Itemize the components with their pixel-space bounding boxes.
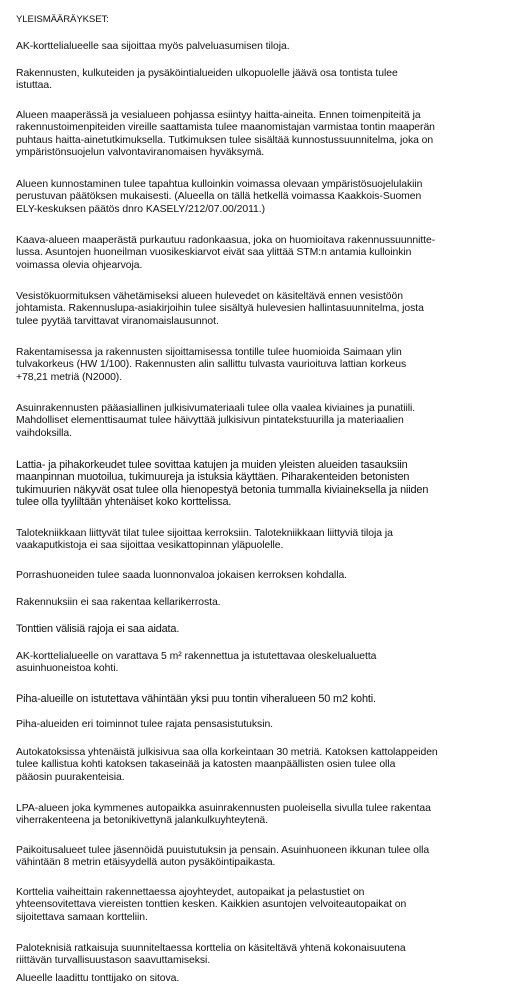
paragraph-line: ympäristönsuojelun valvontaviranomaisen hyväksymä. [16,147,265,159]
paragraph [16,973,511,985]
paragraph-line: Mahdolliset elementtisaumat tulee häivyttää julkisivun pintatekstuurilla ja materiaalien [16,415,404,427]
paragraph [16,291,511,328]
paragraph-line: Alueen kunnostaminen tulee tapahtua kulloinkin voimassa olevaan ympäristösuojelulakiin [16,179,423,190]
paragraph-line: Rakentamisessa ja rakennusten sijoittamisessa tontille tulee huomioida Saimaan ylin [16,347,402,358]
paragraph-line: LPA-alueen joka kymmenes autopaikka asuinrakennusten puoleisella sivulla tulee rakentaa [16,803,431,814]
paragraph-line: tulee kallistua kohti katoksen takaseinää ja katosten maanpäällisten osien tulee olla [16,759,396,771]
document-heading: YLEISMÄÄRÄYKSET: [16,14,109,25]
paragraph-line: lussa. Asuntojen huoneilman vuosikeskiarvot eivät saa ylittää STM:n antamia kulloinkin [16,247,412,259]
paragraph-line: Piha-alueiden eri toiminnot tulee rajata pensasistutuksin. [16,719,274,730]
paragraph-line: Alueelle laadittu tonttijako on sitova. [16,973,180,984]
paragraph [16,235,511,272]
paragraph-line: sijoitettava samaan kortteliin. [16,911,148,923]
paragraph [16,110,511,160]
paragraph-line: Paikoitusalueet tulee jäsennöidä puuistutuksin ja pensain. Asuinhuoneen ikkunan tulee olla [16,845,430,856]
paragraph [16,347,511,384]
paragraph-line: Autokatoksissa yhtenäistä julkisivua saa olla korkeintaan 30 metriä. Katoksen kattolappeiden [16,747,438,758]
paragraph [16,943,511,968]
paragraph [16,597,511,609]
paragraph-line: Alueen maaperässä ja vesialueen pohjassa esiintyy haitta-aineita. Ennen toimenpiteitä ja [16,110,421,121]
paragraph [16,747,511,784]
paragraph-line: vähintään 8 metrin etäisyydellä auton pysäköintipaikasta. [16,857,276,869]
paragraph-line: asuinhuoneistoa kohti. [16,663,119,675]
paragraph-line: viherrakenteena ja betonikivettynä jalankulkuyhteytenä. [16,815,268,827]
paragraph-line: AK-korttelialueelle saa sijoittaa myös palveluasumisen tiloja. [16,41,290,52]
paragraph [16,570,511,582]
paragraph-line: Tonttien välisiä rajoja ei saa aidata. [16,623,180,635]
paragraph-line: rakennustoimenpiteiden vireille saattamista tulee maanomistajan varmistaa tontin maaperän [16,122,435,134]
paragraph [16,179,511,216]
paragraph-line: vaakaputkistoja ei saa sijoittaa vesikattopinnan yläpuolelle. [16,540,284,552]
paragraph [16,623,511,635]
paragraph [16,41,511,53]
paragraph-line: Vesistökuormituksen vähetämiseksi alueen hulevedet on käsiteltävä ennen vesistöön [16,291,403,302]
paragraph-line: Piha-alueille on istutettava vähintään yksi puu tontin viheralueen 50 m2 kohti. [16,693,376,705]
paragraph-line: perustuvan päätöksen mukaisesti. (Alueella on tällä hetkellä voimassa Kaakkois-Suomen [16,191,422,203]
paragraph-line: Rakennuksiin ei saa rakentaa kellarikerrosta. [16,597,221,608]
paragraph [16,719,511,731]
paragraph-line: tulee olla tyyliltään yhtenäiset koko korttelissa. [16,496,232,509]
paragraph-line: Paloteknisiä ratkaisuja suunniteltaessa korttelia on käsiteltävä yhtenä kokonaisuutena [16,943,406,954]
paragraph-line: tulvakorkeus (HW 1/100). Rakennusten alin sallittu tulvasta vaurioituva lattian korkeus [16,359,407,371]
paragraph-line: ELY-keskuksen päätös dnro KASELY/212/07.00/2011.) [16,203,266,215]
paragraph-line: Kaava-alueen maaperästä purkautuu radonkaasua, joka on huomioitava rakennussuunnitte- [16,235,436,246]
paragraph-line: tulee pyytää tarvittavat viranomaislausunnot. [16,315,219,327]
paragraph-line: AK-korttelialueelle on varattava 5 m² rakennettua ja istutettavaa oleskelualuetta [16,651,377,662]
paragraph-line: johtamista. Rakennuslupa-asiakirjoihin tulee sisältyä hulevesien hallintasuunnitelma, josta [16,303,424,315]
paragraph-line: maanpinnan muotoilua, tukimuureja ja istuksia käyttäen. Piharakenteiden betonisten [16,471,410,484]
paragraph [16,459,511,509]
paragraph [16,887,511,924]
paragraph-line: pääosin puurakenteisia. [16,771,125,783]
paragraph-line: Lattia- ja pihakorkeudet tulee sovittaa katujen ja muiden yleisten alueiden tasauksiin [16,459,408,471]
paragraph [16,651,511,676]
paragraph-line: istuttaa. [16,80,52,92]
paragraph-line: Korttelia vaiheittain rakennettaessa ajoyhteydet, autopaikat ja pelastustiet on [16,887,365,898]
paragraph-line: voimassa olevia ohjearvoja. [16,259,143,271]
paragraph-line: Asuinrakennusten pääasiallinen julkisivumateriaali tulee olla vaalea kiviaines ja punatiili. [16,403,416,414]
paragraph [16,68,511,93]
paragraph-line: Rakennusten, kulkuteiden ja pysäköintialueiden ulkopuolelle jäävä osa tontista tulee [16,68,398,79]
paragraph-line: yhteensovitettava viereisten tonttien kesken. Kaikkien asuntojen velvoiteautopaikat on [16,899,407,911]
paragraph [16,845,511,870]
paragraph-line: puhtaus haitta-ainetutkimuksella. Tutkimuksen tulee sisältää kunnostussuunnitelma, joka on [16,134,434,146]
paragraph [16,528,511,553]
paragraph [16,803,511,828]
paragraph [16,693,511,705]
paragraph-line: +78,21 metriä (N2000). [16,371,123,383]
paragraph-line: tukimuurien näkyvät osat tulee olla hienopestyä betonia tummalla kiviaineksella ja niiden [16,483,429,496]
paragraph-line: Talotekniikkaan liittyvät tilat tulee sijoittaa kerroksiin. Talotekniikkaan liittyviä tiloja ja [16,528,393,539]
paragraph-line: Porrashuoneiden tulee saada luonnonvaloa jokaisen kerroksen kohdalla. [16,570,348,581]
paragraph [16,403,511,440]
paragraph-line: riittävän turvallisuustason saavuttamiseksi. [16,955,211,967]
paragraph-line: vaihdoksilla. [16,427,72,439]
